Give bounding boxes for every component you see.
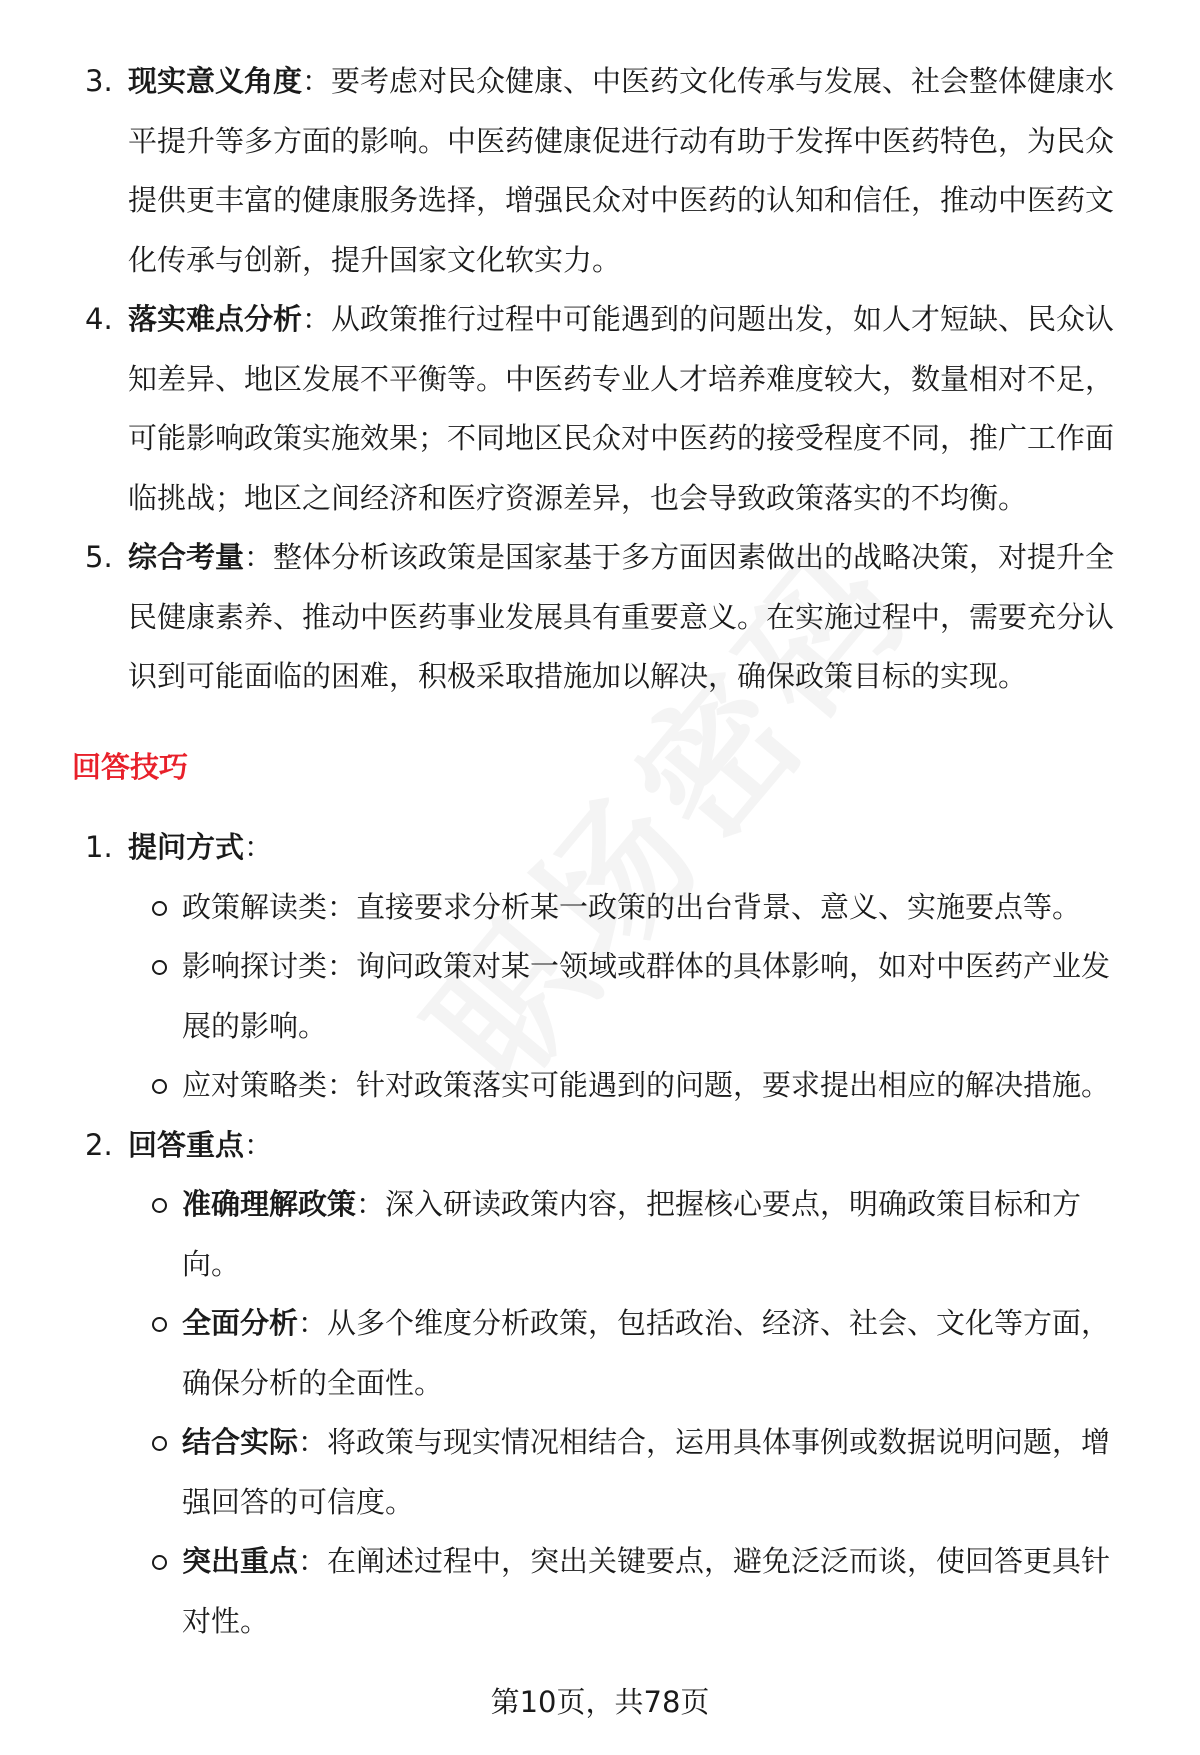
list-item-4 bbox=[85, 290, 1135, 528]
sub-item bbox=[85, 878, 1135, 938]
list-item-1 bbox=[85, 818, 1135, 878]
list-number: 2. bbox=[85, 1127, 113, 1162]
circle-bullet-icon bbox=[152, 960, 167, 975]
sub-item-text: 将政策与现实情况相结合，运用具体事例或数据说明问题，增强回答的可信度。 bbox=[182, 1425, 1111, 1519]
sub-item-text: 从多个维度分析政策，包括政治、经济、社会、文化等方面，确保分析的全面性。 bbox=[182, 1306, 1111, 1400]
circle-bullet-icon bbox=[152, 1555, 167, 1570]
item-title: 回答重点 bbox=[128, 1127, 245, 1162]
circle-bullet-icon bbox=[152, 1079, 167, 1094]
sub-item-title: 突出重点 bbox=[182, 1544, 299, 1578]
item-separator: ： bbox=[302, 64, 332, 98]
page-number: 第10页，共78页 bbox=[490, 1685, 710, 1719]
sub-item-separator: ： bbox=[298, 1425, 328, 1459]
sub-item-text: 深入研读政策内容，把握核心要点，明确政策目标和方向。 bbox=[182, 1187, 1082, 1281]
item-title: 提问方式 bbox=[128, 830, 245, 864]
circle-bullet-icon bbox=[152, 901, 167, 916]
sub-item-separator: ： bbox=[298, 1306, 328, 1340]
sub-item-separator: ： bbox=[298, 1544, 328, 1578]
sub-item-text: 影响探讨类：询问政策对某一领域或群体的具体影响，如对中医药产业发展的影响。 bbox=[182, 949, 1111, 1043]
list-number: 4. bbox=[85, 302, 113, 336]
sub-item-separator: ： bbox=[356, 1187, 386, 1221]
item-title: 落实难点分析 bbox=[128, 302, 303, 336]
circle-bullet-icon bbox=[152, 1436, 167, 1451]
sub-item bbox=[85, 1175, 1135, 1294]
list-item-5 bbox=[85, 528, 1135, 707]
list-item-3 bbox=[85, 52, 1135, 290]
circle-bullet-icon bbox=[152, 1198, 167, 1213]
sub-item-title: 结合实际 bbox=[182, 1425, 299, 1459]
sub-item-text: 应对策略类：针对政策落实可能遇到的问题，要求提出相应的解决措施。 bbox=[182, 1068, 1111, 1102]
sub-item bbox=[85, 1294, 1135, 1413]
list-item-2 bbox=[85, 1116, 1135, 1176]
item-text: 要考虑对民众健康、中医药文化传承与发展、社会整体健康水平提升等多方面的影响。中医药健康促进行动有助于发挥中医药特色，为民众提供更丰富的健康服务选择，增强民众对中医药的认知和信任，推动中医药文化传承与创新，提升国家文化软实力。 bbox=[128, 64, 1115, 277]
tips-list bbox=[85, 818, 1135, 1651]
item-separator: ： bbox=[244, 830, 274, 864]
sub-item bbox=[85, 1056, 1135, 1116]
item-separator: ： bbox=[244, 540, 274, 574]
item-text: 从政策推行过程中可能遇到的问题出发，如人才短缺、民众认知差异、地区发展不平衡等。中医药专业人才培养难度较大，数量相对不足，可能影响政策实施效果；不同地区民众对中医药的接受程度不同，推广工作面临挑战；地区之间经济和医疗资源差异，也会导致政策落实的不均衡。 bbox=[128, 302, 1115, 515]
sub-item-title: 全面分析 bbox=[182, 1306, 299, 1340]
sub-item-text: 政策解读类：直接要求分析某一政策的出台背景、意义、实施要点等。 bbox=[182, 889, 1082, 924]
sub-item bbox=[85, 937, 1135, 1056]
item-title: 综合考量 bbox=[128, 540, 245, 574]
circle-bullet-icon bbox=[152, 1317, 167, 1332]
item-separator: ： bbox=[302, 302, 332, 336]
list-number: 5. bbox=[85, 540, 113, 574]
sub-item-text: 在阐述过程中，突出关键要点，避免泛泛而谈，使回答更具针对性。 bbox=[182, 1544, 1111, 1638]
section-heading: 回答技巧 bbox=[72, 750, 189, 784]
item-title: 现实意义角度 bbox=[128, 64, 303, 98]
list-number: 3. bbox=[85, 64, 113, 98]
item-text: 整体分析该政策是国家基于多方面因素做出的战略决策，对提升全民健康素养、推动中医药事业发展具有重要意义。在实施过程中，需要充分认识到可能面临的困难，积极采取措施加以解决，确保政策目标的实现。 bbox=[128, 540, 1115, 693]
sub-item-title: 准确理解政策 bbox=[182, 1187, 357, 1221]
sub-item bbox=[85, 1532, 1135, 1651]
list-number: 1. bbox=[85, 830, 113, 864]
item-separator: ： bbox=[244, 1127, 274, 1162]
analysis-list bbox=[85, 52, 1135, 707]
sub-item bbox=[85, 1413, 1135, 1532]
